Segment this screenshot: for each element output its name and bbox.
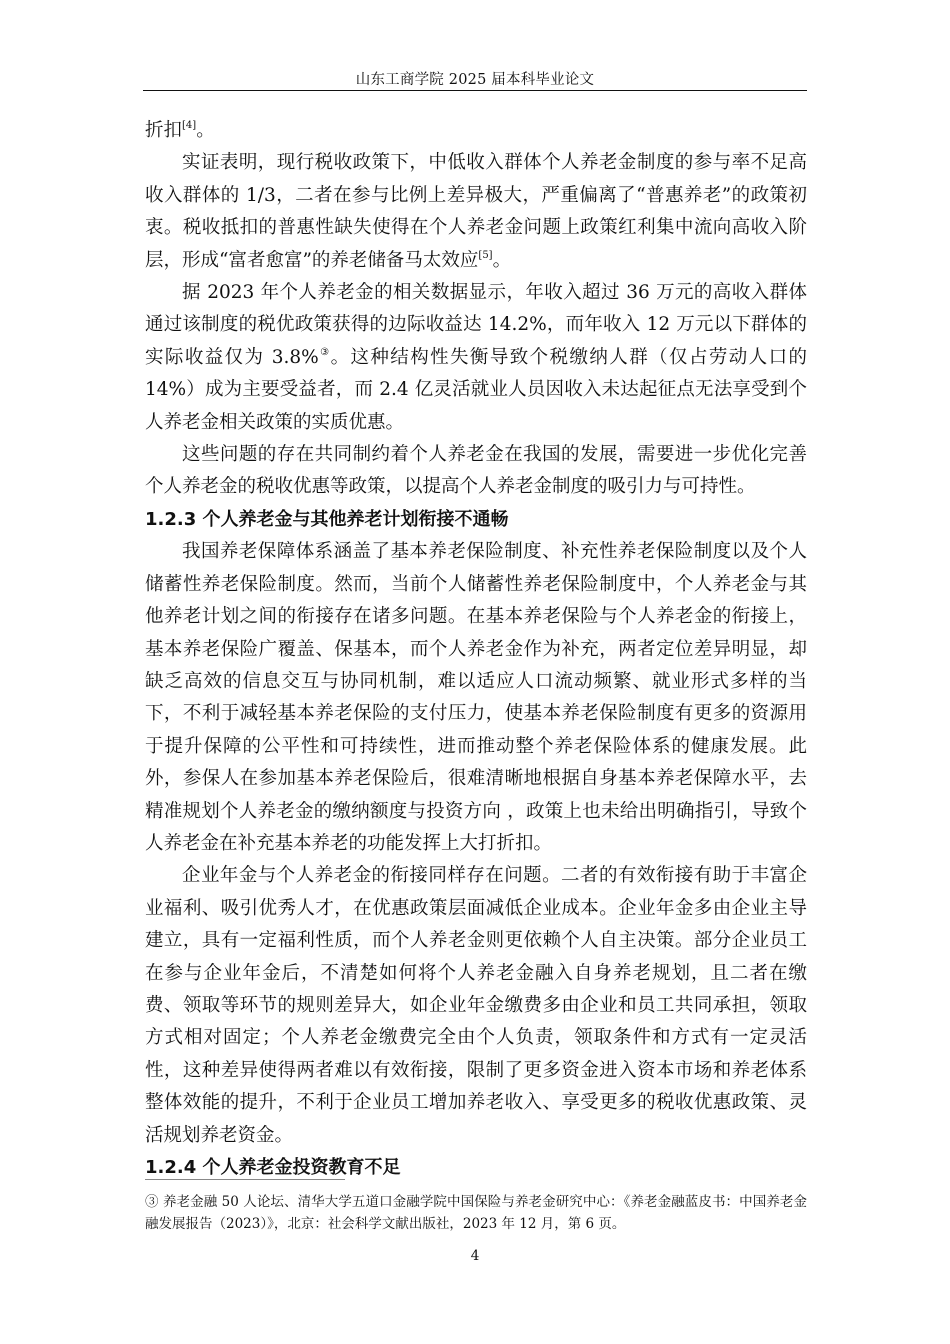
paragraph-text: 折扣 — [145, 120, 183, 141]
paragraph-summary: 这些问题的存在共同制约着个人养老金在我国的发展，需要进一步优化完善个人养老金的税收优惠等政策，以提高个人养老金制度的吸引力与可持性。 — [145, 444, 807, 498]
paragraph-basic-pension-linkage: 我国养老保障体系涵盖了基本养老保险制度、补充性养老保险制度以及个人储蓄性养老保险制度。然而，当前个人储蓄性养老保险制度中，个人养老金与其他养老计划之间的衔接存在诸多问题。在基本养老保险与个人养老金的衔接上，基本养老保险广覆盖、保基本，而个人养老金作为补充，两者定位差异明显，却缺乏高效的信息交互与协同机制，难以适应人口流动频繁、就业形式多样的当下，不利于减轻基本养老保险的支付压力，使基本养老保险制度有更多的资源用于提升保障的公平性和可持续性，进而推动整个养老保险体系的健康发展。此外，参保人在参加基本养老保险后，很难清晰地根据自身基本养老保障水平，去精准规划个人养老金的缴纳额度与投资方向 ，政策上也未给出明确指引，导致个人养老金在补充基本养老的功能发挥上大打折扣。 — [145, 541, 807, 854]
paragraph-empirical-evidence — [145, 147, 807, 277]
citation-ref: [5] — [478, 249, 493, 261]
running-header: 山东工商学院 2025 届本科毕业论文 — [355, 72, 595, 88]
page-body — [145, 115, 807, 1184]
paragraph-text: 实证表明，现行税收政策下，中低收入群体个人养老金制度的参与率不足高收入群体的 1/3，二者在参与比例上差异极大，严重偏离了“普惠养老”的政策初衷。税收抵扣的普惠性缺失使得在个人养老金问题上政策红利集中流向高收入阶层，形成“富者愈富”的养老储备马太效应 — [145, 152, 807, 271]
header-divider — [143, 90, 807, 91]
footnote: ③ 养老金融 50 人论坛、清华大学五道口金融学院中国保险与养老金研究中心：《养老金融蓝皮书：中国养老金融发展报告（2023）》，北京：社会科学文献出版社，2023 年 12 月，第 6 页。 — [145, 1194, 807, 1232]
footnote-divider — [145, 1179, 345, 1180]
paragraph-punctuation: 。 — [492, 249, 512, 271]
citation-ref: [4] — [182, 120, 197, 131]
paragraph-punctuation: 。 — [196, 120, 215, 141]
footnote-marker: ③ — [318, 346, 331, 358]
page-number: 4 — [470, 1248, 480, 1264]
section-heading-1-2-3: 1.2.3 个人养老金与其他养老计划衔接不通畅 — [145, 508, 509, 530]
section-heading-1-2-4: 1.2.4 个人养老金投资教育不足 — [145, 1157, 401, 1178]
paragraph-text: 。这种结构性失衡导致个税缴纳人群（仅占劳动人口的 14%）成为主要受益者，而 2.4 亿灵活就业人员因收入未达起征点无法享受到个人养老金相关政策的实质优惠。 — [145, 346, 807, 433]
paragraph-2023-data — [145, 277, 807, 439]
paragraph-text: 据 2023 年个人养老金的相关数据显示，年收入超过 36 万元的高收入群体通过该制度的税优政策获得的边际收益达 14.2%，而年收入 12 万元以下群体的实际收益仅为 3.8% — [145, 282, 807, 368]
paragraph-enterprise-annuity-linkage: 企业年金与个人养老金的衔接同样存在问题。二者的有效衔接有助于丰富企业福利、吸引优秀人才，在优惠政策层面减低企业成本。企业年金多由企业主导建立，具有一定福利性质，而个人养老金则更依赖个人自主决策。部分企业员工在参与企业年金后，不清楚如何将个人养老金融入自身养老规划，且二者在缴费、领取等环节的规则差异大，如企业年金缴费多由企业和员工共同承担，领取方式相对固定；个人养老金缴费完全由个人负责，领取条件和方式有一定灵活性，这种差异使得两者难以有效衔接，限制了更多资金进入资本市场和养老体系整体效能的提升，不利于企业员工增加养老收入、享受更多的税收优惠政策、灵活规划养老资金。 — [145, 865, 807, 1146]
paragraph-continuation — [145, 115, 807, 147]
